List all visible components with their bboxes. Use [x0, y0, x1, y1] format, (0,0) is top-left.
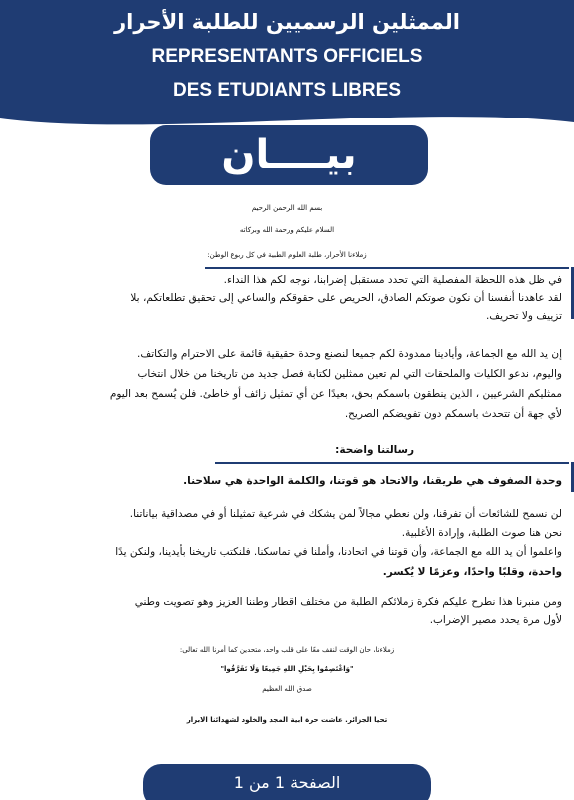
header-french-line-1: REPRESENTANTS OFFICIELS — [151, 46, 423, 67]
section1-line1: في ظل هذه اللحظة المفصلية التي تحدد مستقبل إضرابنا، نوجه لكم هذا النداء. — [223, 274, 562, 286]
basmala: بسم الله الرحمن الرحيم — [251, 204, 323, 212]
header-arabic-title: الممثلين الرسميين للطلبة الأحرار — [114, 10, 460, 34]
section3-line1: وحدة الصفوف هي طريقنا، والاتحاد هو قوتنا، والكلمة الواحدة هي سلاحنا. — [183, 475, 562, 487]
document-title: بيــــان — [221, 132, 357, 178]
salam-greeting: السلام عليكم ورحمة الله وبركاته — [239, 226, 335, 234]
message-rule — [215, 462, 569, 464]
closing-motto: تحيا الجزائر. عاشت حرة ابية المجد والخلود لشهدائنا الابرار — [186, 716, 388, 724]
section2-line2: واليوم، ندعو الكليات والملحقات التي لم تعين ممثلين لكتابة فصل جديد من تاريخنا من خلال انتخاب — [137, 368, 562, 380]
address-line: زملاءنا الأحرار، طلبة العلوم الطبية في كل ربوع الوطن: — [207, 251, 367, 259]
header-french-line-2: DES ETUDIANTS LIBRES — [172, 80, 402, 101]
section4-line1: لن نسمح للشائعات أن تفرقنا، ولن نعطي مجالاً لمن يشكك في شرعية تمثيلنا أو في مصداقية بياناتنا. — [129, 508, 562, 520]
section2-line3: ممثليكم الشرعيين ، الذين ينطقون باسمكم بحق، بعيدًا عن أي تمثيل زائف أو خاطئ. فلن يُسمح بعد اليوم — [109, 388, 562, 400]
section4-line3: واعلموا أن يد الله مع الجماعة، وأن قوتنا في اتحادنا، وأملنا في تماسكنا. فلنكتب تاريخنا بأيدينا، ولنكن يدًا — [115, 546, 562, 558]
section1-line3: تزييف ولا تحريف. — [485, 310, 562, 322]
page-number: الصفحة 1 من 1 — [233, 773, 341, 792]
page-number-box — [143, 764, 431, 800]
section4-line2: نحن هنا صوت الطلبة، وإرادة الأغلبية. — [401, 527, 562, 539]
section1-line2: لقد عاهدنا أنفسنا أن نكون صوتكم الصادق، الحريص على حقوقكم والساعي إلى تحقيق تطلعاتكم، بلا — [130, 292, 562, 304]
sadaqa-line: صدق الله العظيم — [262, 685, 312, 693]
section5-line2: لأول مرة يحدد مصير الإضراب. — [429, 614, 562, 626]
quran-verse: "وَاعْتَصِمُوا بِحَبْلِ اللهِ جَمِيعًا وَلَا تَفَرَّقُوا" — [220, 665, 354, 673]
section5-line1: ومن منبرنا هذا نطرح عليكم فكرة زملائكم الطلبة من مختلف اقطار وطننا العزيز وهو تصويت وطني — [134, 596, 562, 608]
section2-line4: لأي جهة أن تتحدث باسمكم دون تفويضكم الصريح. — [344, 408, 562, 420]
section-rule — [205, 267, 569, 269]
message-heading: رسالتنا واضحة: — [335, 444, 414, 456]
closing-line: زملاءنا، حان الوقت لنقف معًا على قلب واحد، متحدين كما أمرنا الله تعالى: — [179, 646, 395, 654]
section2-line1: إن يد الله مع الجماعة، وأيادينا ممدودة لكم جميعا لنصنع وحدة حقيقية قائمة على الاحترام والتكاتف. — [137, 348, 562, 360]
section4-line4: واحدة، وقلبًا واحدًا، وعزمًا لا يُكسر. — [382, 566, 562, 578]
